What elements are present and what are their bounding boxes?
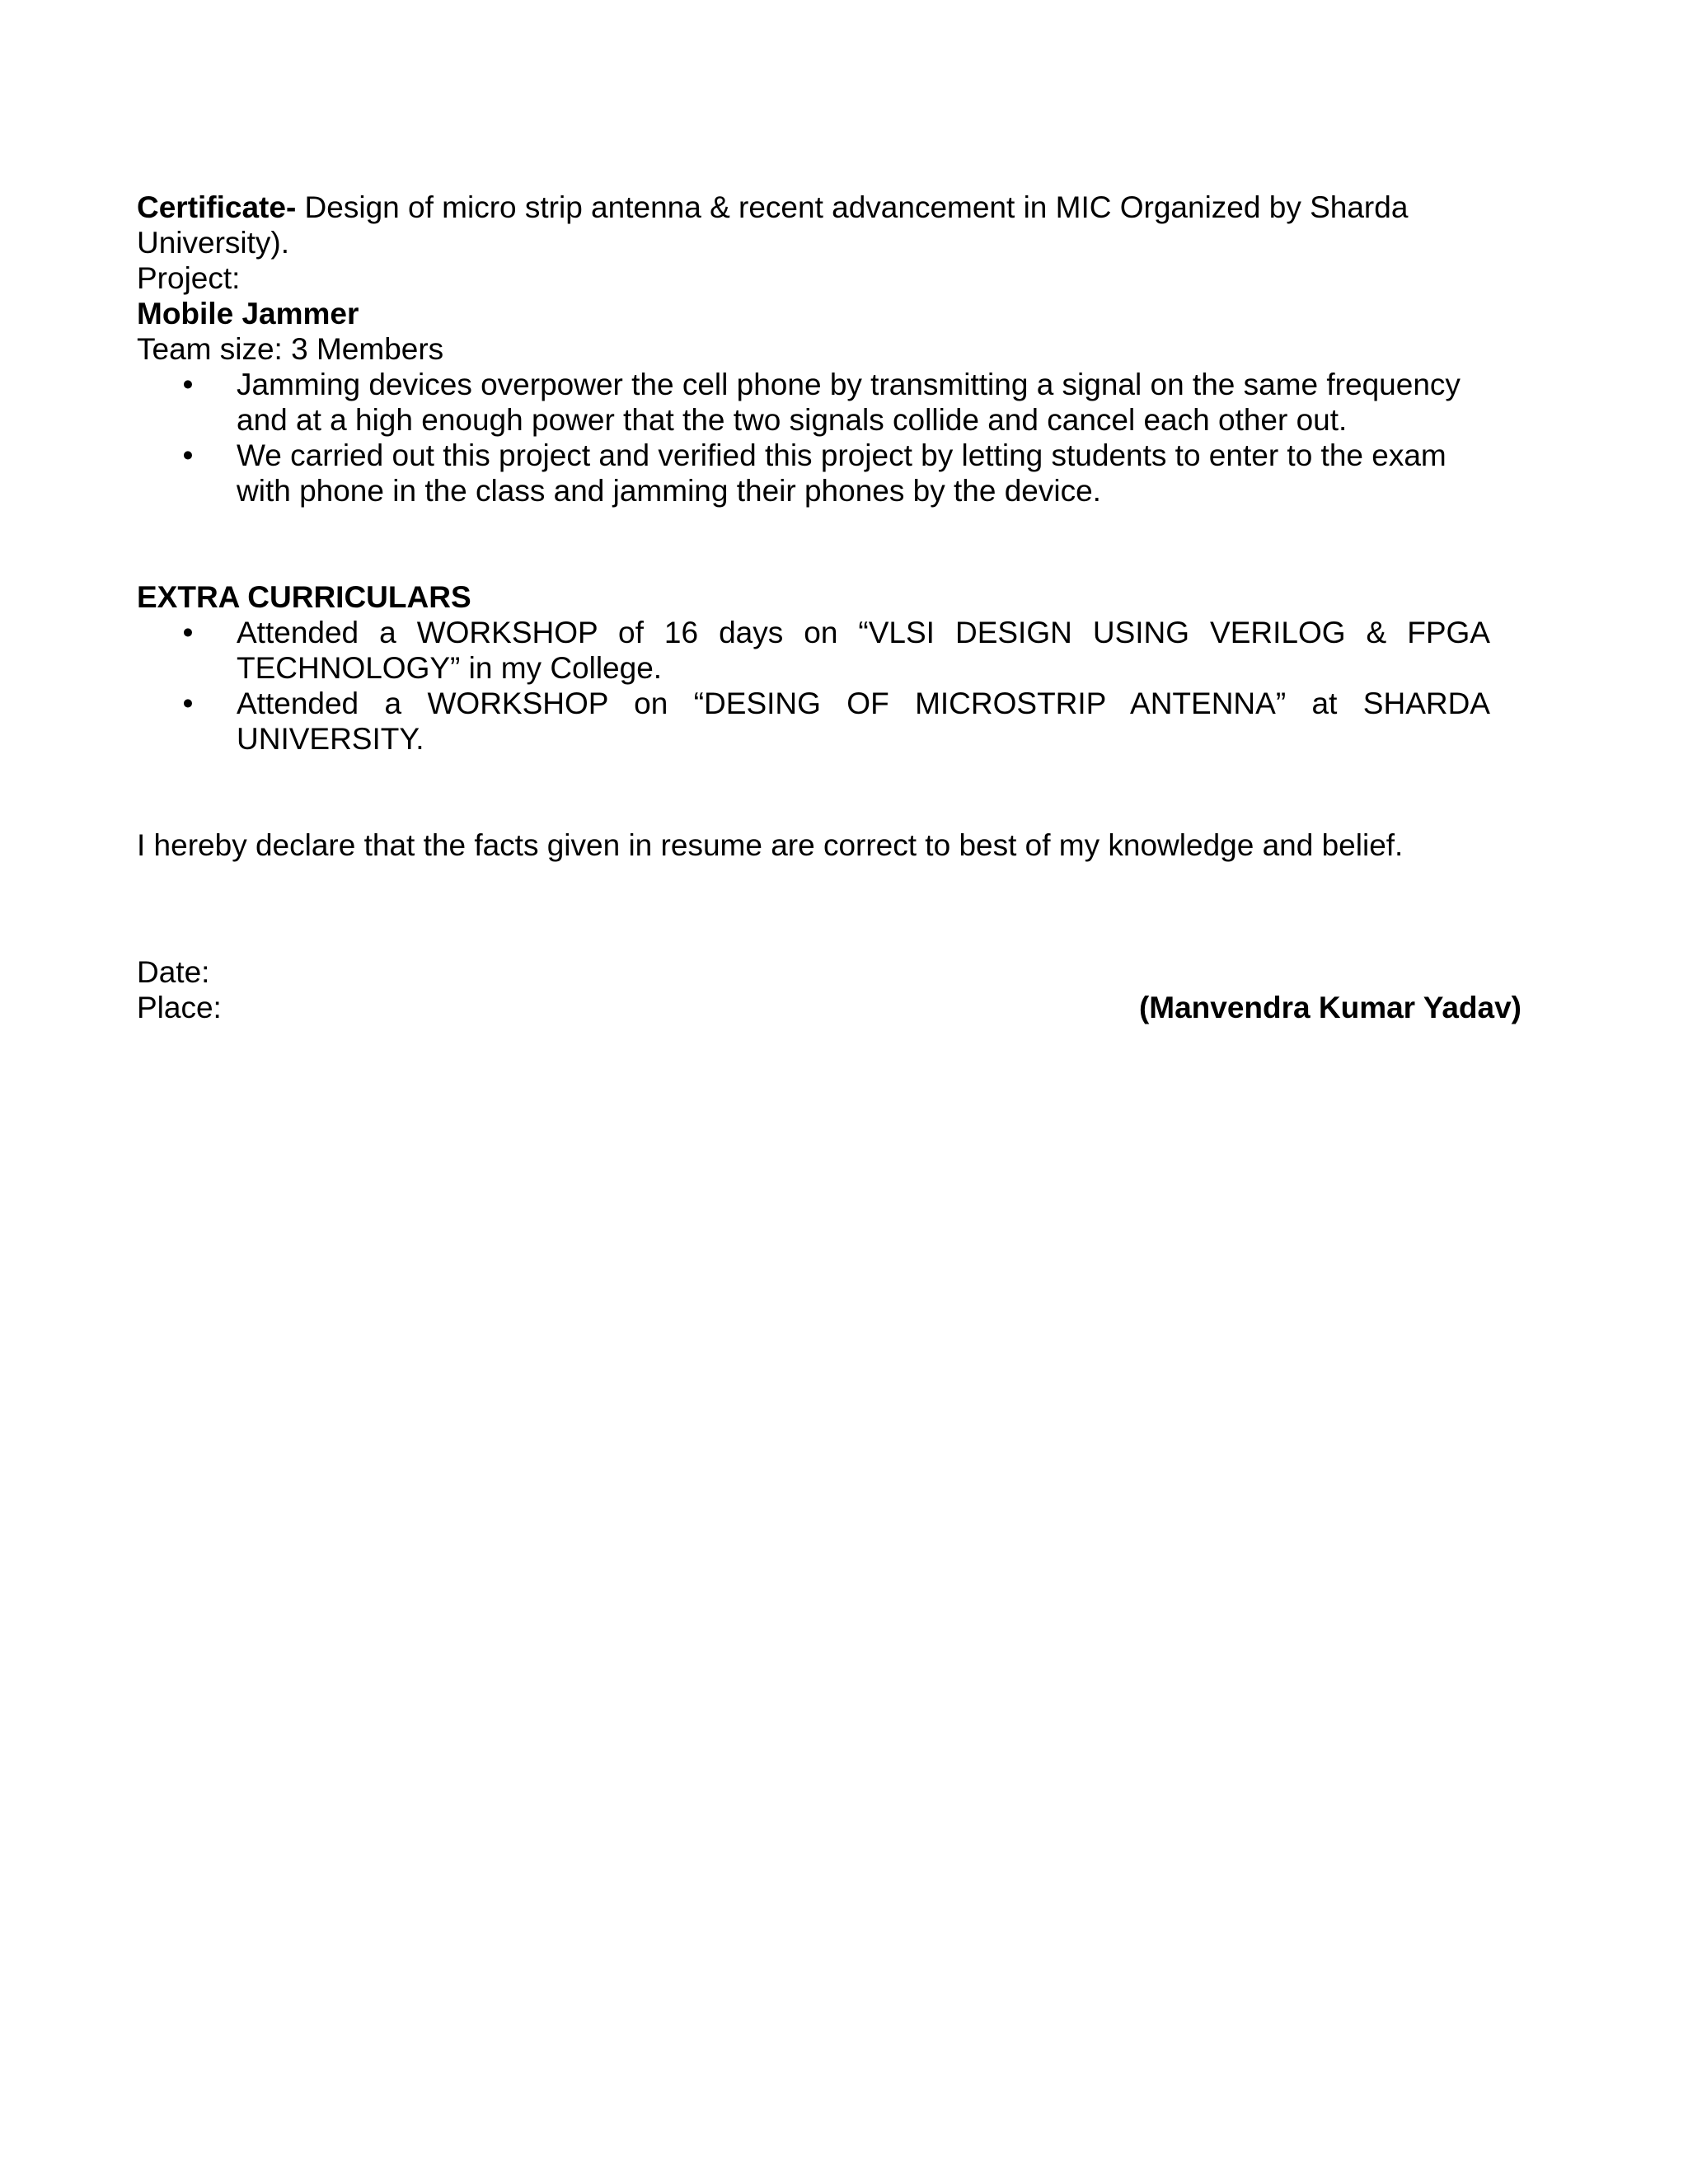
bullet-icon: • [182,616,194,649]
spacer [137,863,1522,934]
certificate-label: Certificate- [137,190,297,224]
project-team-size: Team size: 3 Members [137,332,444,366]
resume-content [137,190,1522,1025]
certificate-continuation: University). [137,226,290,260]
spacer [137,509,1522,579]
project-bullet-list [137,367,1522,509]
list-item [137,615,1490,686]
bullet-line: Attended a WORKSHOP on “DESING OF MICROSTRIP ANTENNA” at SHARDA [237,687,1490,720]
place-label: Place: [137,991,222,1024]
bullet-line: We carried out this project and verified this project by letting students to enter to the exam [237,438,1447,472]
spacer [137,934,1522,954]
signature-name: (Manvendra Kumar Yadav) [1138,991,1522,1024]
bullet-icon: • [182,687,194,720]
list-item [137,367,1490,438]
extra-curriculars-bullet-list [137,615,1522,757]
bullet-line: Attended a WORKSHOP of 16 days on “VLSI DESIGN USING VERILOG & FPGA [237,616,1490,649]
extra-curriculars-heading: EXTRA CURRICULARS [137,580,471,614]
list-item [137,438,1490,509]
certificate-line [137,190,1522,225]
certificate-text: Design of micro strip antenna & recent advancement in MIC Organized by Sharda [296,190,1409,224]
spacer [137,757,1522,827]
declaration-text: I hereby declare that the facts given in resume are correct to best of my knowledge and belief. [137,828,1404,862]
bullet-line: TECHNOLOGY” in my College. [237,651,663,685]
bullet-line: Jamming devices overpower the cell phone by transmitting a signal on the same frequency [237,368,1461,401]
bullet-icon: • [182,438,194,472]
list-item [137,686,1490,757]
date-label: Date: [137,955,210,989]
bullet-icon: • [182,368,194,401]
place-signature-row [137,990,1522,1025]
bullet-line: with phone in the class and jamming their phones by the device. [237,474,1101,508]
project-title: Mobile Jammer [137,297,359,330]
project-heading: Project: [137,261,241,295]
bullet-line: UNIVERSITY. [237,722,424,756]
bullet-line: and at a high enough power that the two signals collide and cancel each other out. [237,403,1348,437]
